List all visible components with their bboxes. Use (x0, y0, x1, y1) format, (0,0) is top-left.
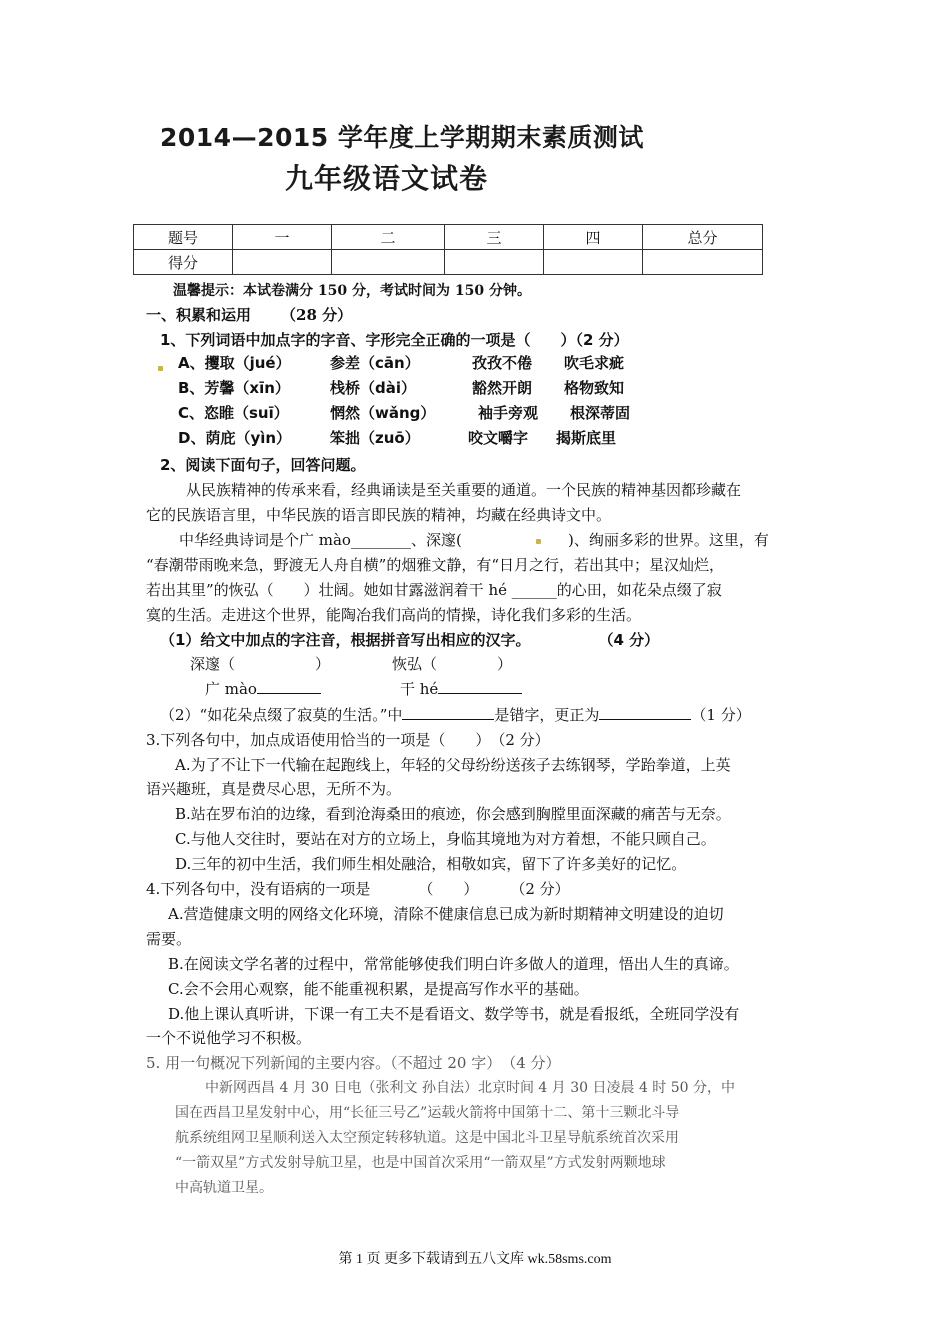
fill-label: 恢弘（ (392, 655, 438, 673)
question-points: （2 分） (510, 880, 570, 898)
table-cell: 总分 (643, 225, 763, 250)
q5-news-line: 中新网西昌 4 月 30 日电（张利文 孙自法）北京时间 4 月 30 日凌晨 4 时 50 分，中 (205, 1080, 736, 1096)
option-part: B、芳馨（xīn） (178, 379, 290, 397)
fill-grand (392, 652, 512, 676)
score-table-score-row (134, 250, 763, 275)
q4-option-a-cont: 需要。 (146, 930, 192, 948)
option-part: 笨拙（zuō） (330, 429, 420, 447)
q4-option-d: D.他上课认真听讲，下课一有工夫不是看语文、数学等书，就是看报纸，全班同学没有 (168, 1005, 740, 1023)
q3-option-d: D.三年的初中生活，我们师生相处融洽，相敬如宾，留下了许多美好的记忆。 (175, 855, 687, 873)
q1-option-d (178, 426, 616, 450)
answer-blank[interactable] (402, 703, 494, 720)
q2-passage-line: “春潮带雨晚来急，野渡无人舟自横”的烟雅文静，有“日月之行，若出其中；星汉灿烂， (146, 556, 725, 574)
fill-label: ） (315, 655, 331, 673)
q2-sub2 (160, 703, 751, 727)
q5-news-line: “一箭双星”方式发射导航卫星，也是中国首次采用“一箭双星”方式发射两颗地球 (175, 1155, 666, 1171)
table-cell: 题号 (134, 225, 233, 250)
q1-option-c (178, 401, 630, 425)
mark-dot (536, 539, 541, 544)
option-part: 孜孜不倦 (472, 354, 533, 372)
score-input-cell (233, 250, 332, 275)
sub-question-points: （1 分） (691, 706, 751, 724)
q1-option-a (178, 351, 624, 375)
option-part: 揭斯底里 (556, 429, 617, 447)
fill-label: ） (497, 655, 513, 673)
table-cell: 一 (233, 225, 332, 250)
q3-stem: 3.下列各句中，加点成语使用恰当的一项是（ ） （2 分） (146, 731, 550, 749)
q3-option-a-cont: 语兴趣班，真是费尽心思，无所不为。 (146, 780, 402, 798)
q4-option-a: A.营造健康文明的网络文化环境，清除不健康信息已成为新时期精神文明建设的迫切 (168, 905, 724, 923)
q2-passage-line: 若出其里”的恢弘（ ）壮阔。她如甘露滋润着干 hé ______的心田，如花朵点缀了寂 (146, 581, 722, 599)
q2-passage-line: 从民族精神的传承来看，经典诵读是至关重要的通道。一个民族的精神基因都珍藏在 (186, 481, 742, 499)
option-part: D、荫庇（yìn） (178, 429, 292, 447)
score-table-header-row (134, 225, 763, 250)
answer-blank[interactable] (599, 703, 691, 720)
fill-label: 干 hé (400, 680, 439, 698)
fill-label: 广 mào (205, 680, 257, 698)
page-footer: 第 1 页 更多下载请到五八文库 wk.58sms.com (338, 1252, 612, 1267)
option-part: 根深蒂固 (570, 404, 631, 422)
q4-stem (146, 877, 570, 901)
option-part: 参差（cān） (330, 354, 420, 372)
q3-option-b: B.站在罗布泊的边缘，看到沧海桑田的痕迹，你会感到胸膛里面深藏的痛苦与无奈。 (175, 805, 731, 823)
option-part: A、攫取（jué） (178, 354, 291, 372)
score-table (133, 224, 763, 275)
q1-option-b (178, 376, 624, 400)
mark-dot (158, 366, 163, 371)
question-text: 4.下列各句中，没有语病的一项是 (146, 880, 371, 898)
q2-passage-line: )、绚丽多彩的世界。这里，有 (568, 531, 769, 549)
q3-option-a: A.为了不让下一代输在起跑线上，年轻的父母纷纷送孩子去练钢琴，学跆拳道，上英 (175, 756, 731, 774)
q4-option-b: B.在阅读文学名著的过程中，常常能够使我们明白许多做人的道理，悟出人生的真谛。 (168, 955, 739, 973)
fill-he (400, 677, 522, 701)
option-part: 豁然开朗 (472, 379, 533, 397)
q5-stem: 5. 用一句概况下列新闻的主要内容。（不超过 20 字） （4 分） (146, 1054, 561, 1072)
sub-question-text: 是错字，更正为 (494, 706, 600, 724)
section-points: （28 分） (281, 306, 353, 324)
option-part: C、恣睢（suī） (178, 404, 289, 422)
option-part: 吹毛求疵 (564, 354, 625, 372)
fill-label: 深邃（ (190, 655, 236, 673)
answer-bracket: （ ） (418, 880, 479, 898)
fill-mao (205, 677, 321, 701)
section-title: 一、积累和运用 (146, 306, 252, 324)
q5-news-line: 航系统组网卫星顺利送入太空预定转移轨道。这是中国北斗卫星导航系统首次采用 (175, 1130, 679, 1146)
q2-stem: 2、阅读下面句子，回答问题。 (160, 456, 366, 474)
sub-question-points: （4 分） (598, 631, 660, 649)
q2-sub1 (160, 628, 659, 652)
exam-title: 2014—2015 学年度上学期期末素质测试 (160, 123, 644, 152)
section-1-heading (146, 303, 352, 327)
answer-blank[interactable] (257, 677, 321, 694)
option-part: 格物致知 (564, 379, 625, 397)
exam-subtitle: 九年级语文试卷 (285, 162, 489, 195)
q4-option-d-cont: 一个不说他学习不积极。 (146, 1029, 312, 1047)
q2-passage-line: 它的民族语言里，中华民族的语言即民族的精神，均藏在经典诗文中。 (146, 506, 612, 524)
option-part: 惘然（wǎng） (330, 404, 436, 422)
q5-news-line: 中高轨道卫星。 (175, 1180, 273, 1196)
q2-passage-line: 中华经典诗词是个广 mào________、深邃( (179, 531, 462, 549)
sub-question-text: （1）给文中加点的字注音，根据拼音写出相应的汉字。 (160, 631, 531, 649)
option-part: 栈桥（dài） (330, 379, 417, 397)
answer-blank[interactable] (438, 677, 522, 694)
q3-option-c: C.与他人交往时，要站在对方的立场上，身临其境地为对方着想，不能只顾自己。 (175, 830, 716, 848)
tip-text: 温馨提示：本试卷满分 150 分，考试时间为 150 分钟。 (173, 283, 531, 299)
table-cell: 得分 (134, 250, 233, 275)
q4-option-c: C.会不会用心观察，能不能重视积累，是提高写作水平的基础。 (168, 980, 589, 998)
q1-stem: 1、下列词语中加点字的字音、字形完全正确的一项是（ ）（2 分） (160, 331, 629, 349)
fill-deep (190, 652, 330, 676)
table-cell: 三 (445, 225, 544, 250)
score-input-cell (445, 250, 544, 275)
option-part: 袖手旁观 (478, 404, 539, 422)
table-cell: 二 (332, 225, 445, 250)
score-input-cell (332, 250, 445, 275)
score-input-cell (544, 250, 643, 275)
q5-news-line: 国在西昌卫星发射中心，用“长征三号乙”运载火箭将中国第十二、第十三颗北斗导 (175, 1105, 680, 1121)
sub-question-text: （2）“如花朵点缀了寂莫的生活。”中 (160, 706, 403, 724)
table-cell: 四 (544, 225, 643, 250)
score-input-cell (643, 250, 763, 275)
q2-passage-line: 寞的生活。走进这个世界，能陶冶我们高尚的情操，诗化我们多彩的生活。 (146, 606, 642, 624)
option-part: 咬文嚼字 (468, 429, 529, 447)
